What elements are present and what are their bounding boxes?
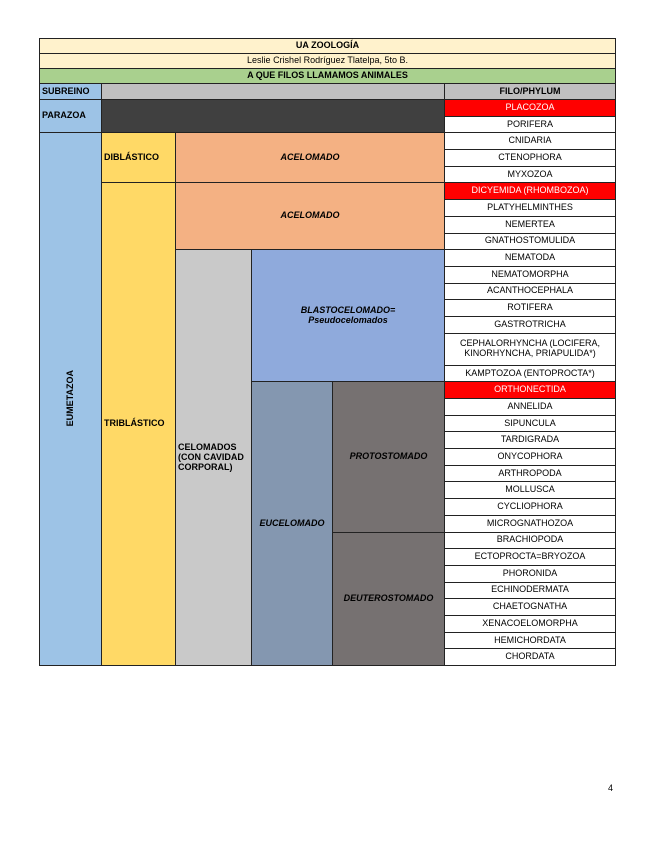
page-number: 4	[608, 783, 614, 793]
phylum-cell: NEMERTEA	[445, 216, 616, 233]
phylum-cell: ACANTHOCEPHALA	[445, 283, 616, 300]
phylum-cell: ANNELIDA	[445, 399, 616, 416]
acelomado-2-cell: ACELOMADO	[176, 183, 445, 250]
phylum-cell: ECTOPROCTA=BRYOZOA	[445, 549, 616, 566]
phylum-cell: MYXOZOA	[445, 166, 616, 183]
phylum-cell: TARDIGRADA	[445, 432, 616, 449]
phylum-cell: CEPHALORHYNCHA (LOCIFERA, KINORHYNCHA, PRIAPULIDA*)	[445, 333, 616, 365]
phylum-cell: ORTHONECTIDA	[445, 382, 616, 399]
blastocelomado-label: BLASTOCELOMADO=	[300, 304, 396, 315]
phylum-cell: KAMPTOZOA (ENTOPROCTA*)	[445, 365, 616, 382]
protostomado-cell: PROTOSTOMADO	[333, 382, 445, 532]
celomados-cell: CELOMADOS (CON CAVIDAD CORPORAL)	[176, 250, 252, 666]
phylum-cell: NEMATOMORPHA	[445, 266, 616, 283]
parazoa-cell: PARAZOA	[40, 100, 102, 133]
blastocelomado-cell	[252, 250, 445, 382]
phylum-cell: PORIFERA	[445, 116, 616, 133]
subreino-header: SUBREINO	[40, 84, 102, 100]
phylum-cell: CNIDARIA	[445, 133, 616, 150]
phylum-cell: CTENOPHORA	[445, 150, 616, 167]
pseudocelomados-label: Pseudocelomados	[308, 314, 388, 325]
phyla-table	[39, 38, 616, 666]
phylum-cell: ARTHROPODA	[445, 465, 616, 482]
diblastico-cell: DIBLÁSTICO	[102, 133, 176, 183]
parazoa-dark-block	[102, 100, 445, 133]
deuterostomado-cell: DEUTEROSTOMADO	[333, 532, 445, 666]
phylum-cell: ONYCOPHORA	[445, 449, 616, 466]
phylum-cell: CHAETOGNATHA	[445, 599, 616, 616]
phylum-cell: XENACOELOMORPHA	[445, 615, 616, 632]
phylum-cell: ROTIFERA	[445, 300, 616, 317]
phylum-cell: CHORDATA	[445, 649, 616, 666]
eumetazoa-label: EUMETAZOA	[64, 369, 75, 426]
table-question: A QUE FILOS LLAMAMOS ANIMALES	[40, 69, 616, 84]
phylum-cell: PHORONIDA	[445, 565, 616, 582]
phylum-cell: HEMICHORDATA	[445, 632, 616, 649]
phylum-cell: ECHINODERMATA	[445, 582, 616, 599]
phylum-cell: NEMATODA	[445, 250, 616, 267]
eumetazoa-cell	[40, 133, 102, 666]
table-author: Leslie Crishel Rodríguez Tlatelpa, 5to B.	[40, 54, 616, 69]
phylum-cell: PLACOZOA	[445, 100, 616, 117]
phylum-cell: MOLLUSCA	[445, 482, 616, 499]
phylum-cell: GASTROTRICHA	[445, 316, 616, 333]
phylum-cell: PLATYHELMINTHES	[445, 200, 616, 217]
phylum-cell: DICYEMIDA (RHOMBOZOA)	[445, 183, 616, 200]
phylum-cell: BRACHIOPODA	[445, 532, 616, 549]
eucelomado-cell: EUCELOMADO	[252, 382, 333, 666]
acelomado-1-cell: ACELOMADO	[176, 133, 445, 183]
table-title: UA ZOOLOGÍA	[40, 39, 616, 54]
filo-header: FILO/PHYLUM	[445, 84, 616, 100]
phylum-cell: GNATHOSTOMULIDA	[445, 233, 616, 250]
triblastico-cell: TRIBLÁSTICO	[102, 183, 176, 666]
phylum-cell: SIPUNCULA	[445, 415, 616, 432]
phylum-cell: MICROGNATHOZOA	[445, 515, 616, 532]
phylum-cell: CYCLIOPHORA	[445, 499, 616, 516]
header-filler	[102, 84, 445, 100]
